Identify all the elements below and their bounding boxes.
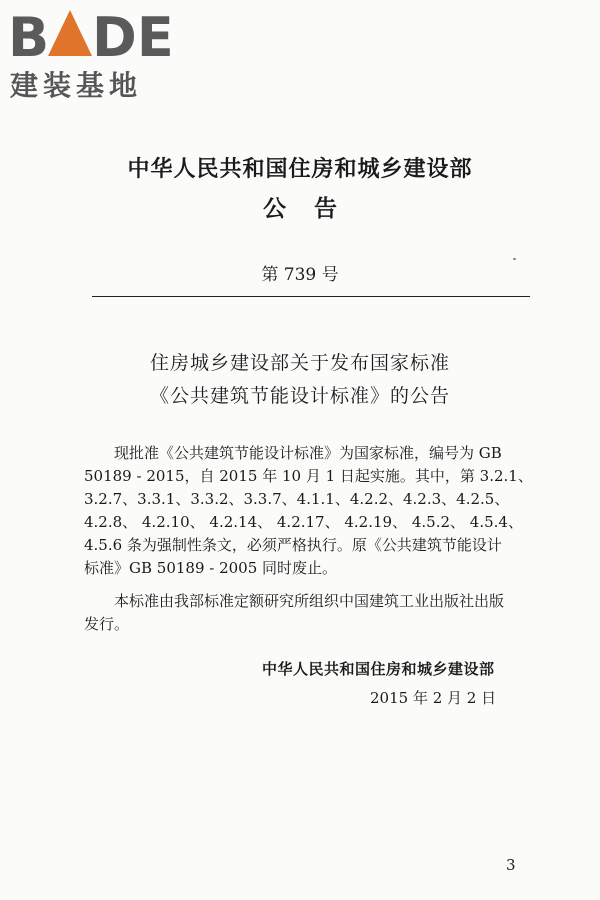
logo-letters-de: DE [92,6,174,62]
signature-date: 2015 年 2 月 2 日 [370,689,497,707]
header-divider [92,296,530,297]
document-number: 第 739 号 [261,265,339,285]
body-line: 4.2.8、 4.2.10、 4.2.14、 4.2.17、 4.2.19、 4.5.2、 4.5.4、 [84,513,523,531]
logo-subtitle: 建装基地 [10,69,143,102]
body-line: 本标准由我部标准定额研究所组织中国建筑工业出版社出版 [84,592,505,610]
logo-letter-b: B [8,6,50,62]
body-line: 3.2.7、3.3.1、3.3.2、3.3.7、4.1.1、4.2.2、4.2.3、4.2.5、 [84,490,510,508]
notice-title: 公告 [263,196,365,222]
body-line: 现批准《公共建筑节能设计标准》为国家标准，编号为 GB [84,444,502,462]
brand-logo [8,6,183,102]
logo-accent-triangle [48,10,92,56]
signature-organization: 中华人民共和国住房和城乡建设部 [262,660,495,678]
body-line: 4.5.6 条为强制性条文，必须严格执行。原《公共建筑节能设计 [84,536,502,554]
ministry-title: 中华人民共和国住房和城乡建设部 [127,157,473,182]
body-line: 标准》GB 50189 - 2005 同时废止。 [84,559,338,577]
headline-line-1: 住房城乡建设部关于发布国家标准 [149,352,450,374]
body-line: 发行。 [84,615,130,633]
body-line: 50189 - 2015，自 2015 年 10 月 1 日起实施。其中，第 3.2.1、 [84,467,533,485]
page-number: 3 [506,856,516,874]
bade-logo-mark [8,6,183,62]
headline-line-2: 《公共建筑节能设计标准》的公告 [149,385,450,407]
